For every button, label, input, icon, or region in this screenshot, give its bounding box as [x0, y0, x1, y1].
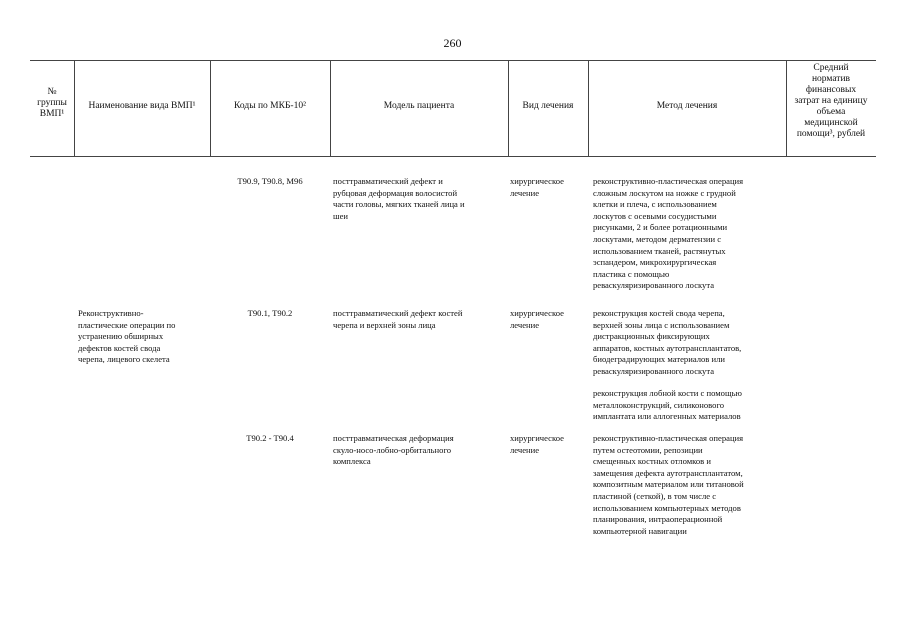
- row-patient-model: посттравматический дефект и рубцовая деформация волосистой части головы, мягких тканей лица и шеи: [333, 176, 465, 221]
- row-treatment-method: реконструктивно-пластическая операция путем остеотомии, репозиции смещенных костных отломков и замещения дефекта аутотрансплантатом, композитным материалом или титановой пластиной (сеткой), в том числе с использованием компьютерных методов планирования, интраоперационной компьютерной навигации: [593, 433, 744, 536]
- row-treatment-type: хирургическое лечение: [510, 308, 564, 330]
- row-treatment-method: реконструктивно-пластическая операция сложным лоскутом на ножке с грудной клетки и плеча, с использованием лоскутов с осевыми сосудистыми рисунками, 2 и более ротационными лоскутами, методом дерматензии с использованием тканей, растянутых эспандером, микрохирургическая пластика с помощью реваскуляризированного лоскута: [593, 176, 744, 291]
- header-vmp-name: Наименование вида ВМП¹: [88, 101, 196, 111]
- header-average-cost: Средний норматив финансовых затрат на единицу объема медицинской помощи³, рублей: [794, 63, 868, 139]
- row-patient-model: посттравматический дефект костей черепа и верхней зоны лица: [333, 308, 463, 330]
- row-treatment-type: хирургическое лечение: [510, 176, 564, 198]
- row-treatment-method-alt: реконструкция лобной кости с помощью металлоконструкций, силиконового имплантата или аллогенных материалов: [593, 388, 742, 422]
- header-group-number: № группы ВМП¹: [37, 87, 67, 119]
- table-top-border: [30, 60, 876, 61]
- row-treatment-type: хирургическое лечение: [510, 433, 564, 455]
- header-patient-model: Модель пациента: [383, 101, 455, 111]
- page-number: 260: [443, 36, 462, 50]
- row-codes: T90.9, T90.8, M96: [237, 176, 303, 186]
- row-treatment-method: реконструкция костей свода черепа, верхней зоны лица с использованием дистракционных фиксирующих аппаратов, костных аутотрансплантатов, биодеградирующих материалов или реваскуляризированного лоскута: [593, 308, 742, 376]
- header-treatment-type: Вид лечения: [522, 101, 574, 111]
- row-vmp-name: Реконструктивно- пластические операции по устранению обширных дефектов костей свода черепа, лицевого скелета: [78, 308, 176, 365]
- header-mkb-codes: Коды по МКБ-10²: [234, 101, 306, 111]
- header-treatment-method: Метод лечения: [656, 101, 718, 111]
- row-patient-model: посттравматическая деформация скуло-носо-лобно-орбитального комплекса: [333, 433, 454, 467]
- header-bottom-border: [30, 156, 876, 157]
- row-codes: T90.1, T90.2: [247, 308, 293, 318]
- row-codes: T90.2 - T90.4: [246, 433, 294, 443]
